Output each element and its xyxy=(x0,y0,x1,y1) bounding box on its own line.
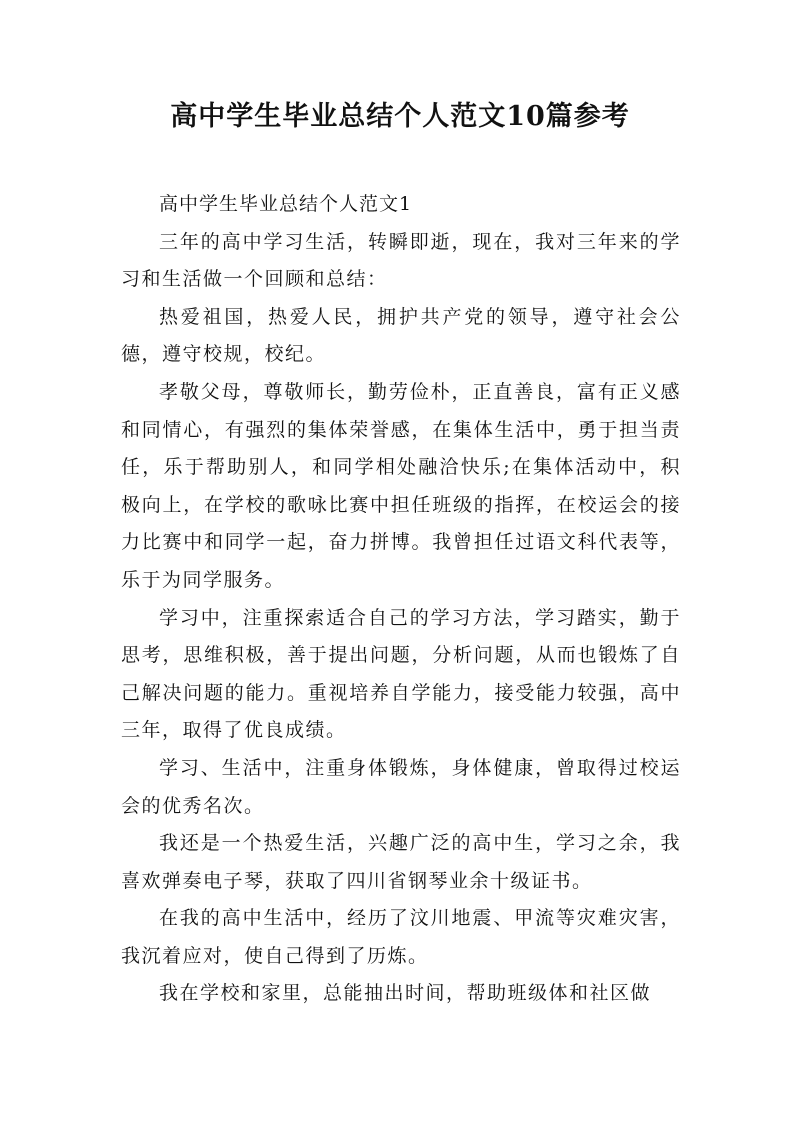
paragraph: 我在学校和家里，总能抽出时间，帮助班级体和社区做 xyxy=(159,982,652,1005)
document-title: 高中学生毕业总结个人范文10篇参考 xyxy=(170,101,630,132)
paragraph: 我还是一个热爱生活，兴趣广泛的高中生，学习之余，我喜欢弹奏电子琴，获取了四川省钢琴业余十级证书。 xyxy=(121,832,681,892)
section-heading: 高中学生毕业总结个人范文1 xyxy=(159,193,413,215)
paragraph: 学习中，注重探索适合自己的学习方法，学习踏实，勤于思考，思维积极，善于提出问题，分析问题，从而也锻炼了自己解决问题的能力。重视培养自学能力，接受能力较强，高中三年，取得了优良成绩。 xyxy=(121,606,681,742)
paragraph: 学习、生活中，注重身体锻炼，身体健康，曾取得过校运会的优秀名次。 xyxy=(121,756,681,817)
paragraph: 孝敬父母，尊敬师长，勤劳俭朴，正直善良，富有正义感和同情心，有强烈的集体荣誉感，在集体生活中，勇于担当责任，乐于帮助别人，和同学相处融洽快乐;在集体活动中，积极向上，在学校的歌咏比赛中担任班级的指挥，在校运会的接力比赛中和同学一起，奋力拼博。我曾担任过语文科代表等，乐于为同学服务。 xyxy=(121,380,681,591)
paragraph: 三年的高中学习生活，转瞬即逝，现在，我对三年来的学习和生活做一个回顾和总结： xyxy=(121,230,681,291)
document-body xyxy=(121,186,681,1013)
paragraph: 热爱祖国，热爱人民，拥护共产党的领导，遵守社会公德，遵守校规，校纪。 xyxy=(121,305,681,366)
paragraph: 在我的高中生活中，经历了汶川地震、甲流等灾难灾害，我沉着应对，使自己得到了历炼。 xyxy=(121,907,681,967)
